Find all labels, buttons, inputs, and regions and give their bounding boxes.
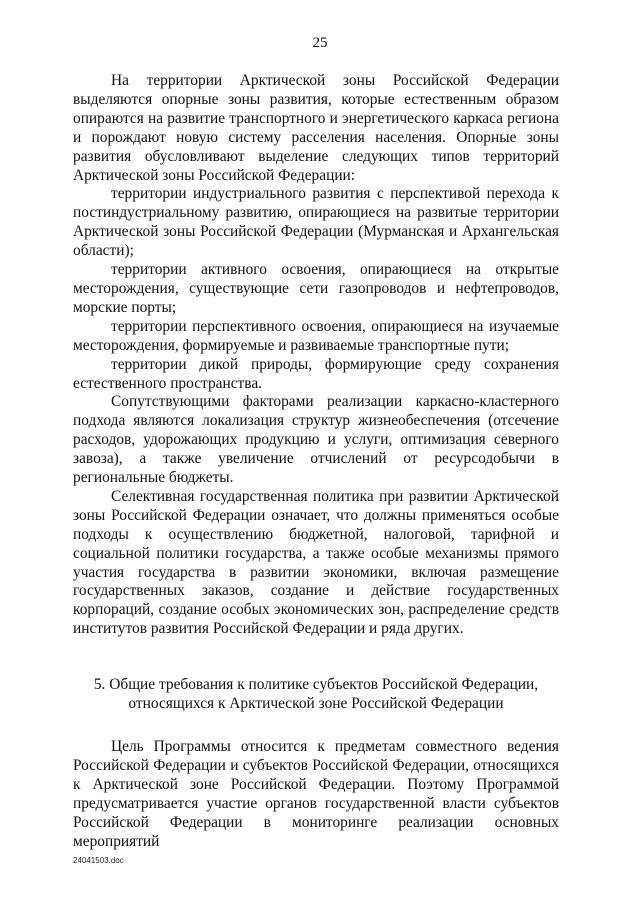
paragraph-program-goal: Цель Программы относится к предметам совместного ведения Российской Федерации и субъектов Российской Федерации, относящихся к Арктической зоне Российской Федерации. Поэтому Программой предусматривается участие органов государственной власти субъектов Российской Федерации в мониторинге реализации основных мероприятий (73, 738, 559, 850)
paragraph-prospective-development-territories: территории перспективного освоения, опирающиеся на изучаемые месторождения, формируемые и развиваемые транспортные пути; (73, 317, 559, 354)
paragraph-wildlife-territories: территории дикой природы, формирующие среду сохранения естественного пространства. (73, 355, 559, 392)
paragraph-selective-policy: Селективная государственная политика при развитии Арктической зоны Российской Федерации означает, что должны применяться особые подходы к осуществлению бюджетной, налоговой, тарифной и социальной политики государства, а также особые механизмы прямого участия государства в развитии экономики, включая размещение государственных заказов, создание и действие государственных корпораций, создание особых экономических зон, распределение средств институтов развития Российской Федерации и ряда других. (73, 487, 559, 638)
section-heading (73, 676, 559, 714)
paragraph-intro: На территории Арктической зоны Российской Федерации выделяются опорные зоны развития, которые естественным образом опираются на развитие транспортного и энергетического каркаса региона и порождают новую систему расселения населения. Опорные зоны развития обусловливают выделение следующих типов территорий Арктической зоны Российской Федерации: (73, 72, 559, 184)
section-heading-line-2: относящихся к Арктической зоне Российской Федерации (128, 694, 504, 712)
body-text (73, 72, 559, 639)
paragraph-cluster-factors: Сопутствующими факторами реализации каркасно-кластерного подхода являются локализация структур жизнеобеспечения (отсечение расходов, удорожающих продукцию и услуги, оптимизация северного завоза), а также увеличение отчислений от ресурсодобычи в региональные бюджеты. (73, 393, 559, 487)
body-text-continued (73, 738, 559, 851)
paragraph-industrial-territories: территории индустриального развития с перспективой перехода к постиндустриальному развитию, опирающиеся на развитые территории Арктической зоны Российской Федерации (Мурманская и Архангельская области); (73, 185, 559, 260)
footer-filename: 24041503.doc (73, 856, 124, 865)
page-number: 25 (312, 35, 328, 51)
section-heading-line-1: 5. Общие требования к политике субъектов Российской Федерации, (93, 676, 539, 693)
paragraph-active-development-territories: территории активного освоения, опирающиеся на открытые месторождения, существующие сети газопроводов и нефтепроводов, морские порты; (73, 261, 559, 316)
